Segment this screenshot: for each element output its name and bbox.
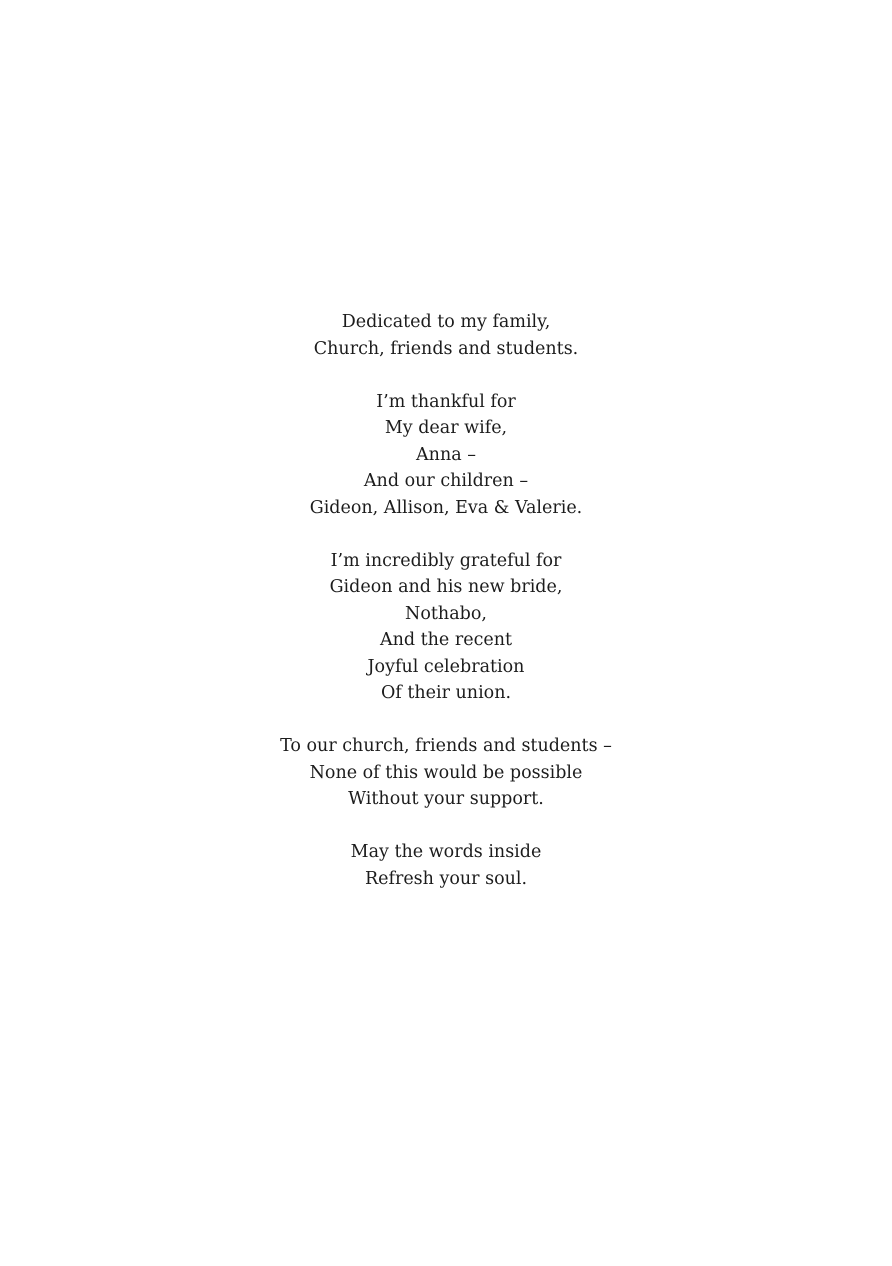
text-line: To our church, friends and students – xyxy=(280,736,612,756)
dedication-text xyxy=(0,309,892,892)
text-line: Gideon, Allison, Eva & Valerie. xyxy=(309,497,583,518)
text-line: Joyful celebration xyxy=(367,656,525,677)
text-line: Without your support. xyxy=(348,789,544,809)
text-line: And our children – xyxy=(363,471,529,491)
text-line: Nothabo, xyxy=(405,603,487,624)
text-line: May the words inside xyxy=(350,842,542,862)
text-line: Gideon and his new bride, xyxy=(329,577,563,597)
text-line: None of this would be possible xyxy=(309,762,583,783)
text-line: My dear wife, xyxy=(384,418,508,438)
text-line: Anna – xyxy=(416,444,476,465)
text-line: And the recent xyxy=(379,630,513,650)
text-line: I’m thankful for xyxy=(376,391,516,412)
text-line: Church, friends and students. xyxy=(313,338,579,359)
stanza-family xyxy=(0,389,892,522)
stanza-closing xyxy=(0,839,892,892)
stanza-gratitude xyxy=(0,548,892,707)
stanza-dedication xyxy=(0,309,892,362)
text-line: Dedicated to my family, xyxy=(341,312,551,332)
text-line: Of their union. xyxy=(380,683,512,703)
stanza-support xyxy=(0,733,892,813)
text-line: I’m incredibly grateful for xyxy=(330,550,562,571)
text-line: Refresh your soul. xyxy=(364,868,528,889)
